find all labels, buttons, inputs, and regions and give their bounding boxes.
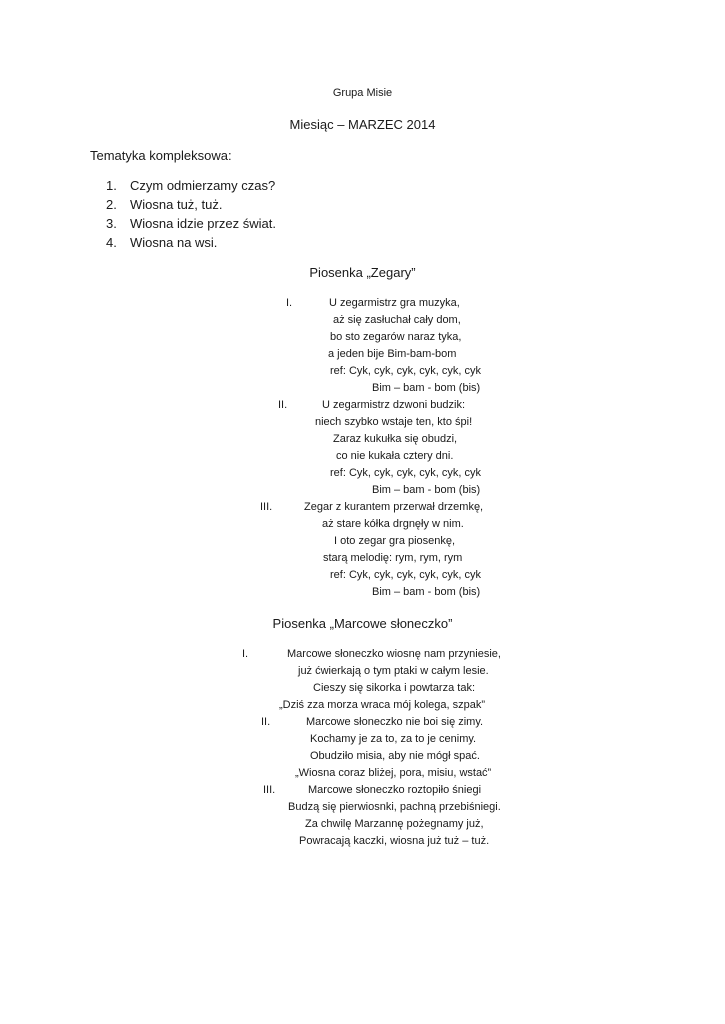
song-title-zegary: Piosenka „Zegary” bbox=[309, 265, 416, 280]
refrain-line: ref: Cyk, cyk, cyk, cyk, cyk, cyk bbox=[330, 365, 481, 377]
lyric-line: Marcowe słoneczko nie boi się zimy. bbox=[306, 716, 484, 728]
lyric-line: Zegar z kurantem przerwał drzemkę, bbox=[304, 501, 484, 513]
lyric-line: a jeden bije Bim-bam-bom bbox=[328, 348, 457, 360]
list-item bbox=[106, 195, 276, 214]
verse-numeral: II. bbox=[261, 716, 271, 728]
list-text: Wiosna na wsi. bbox=[130, 235, 218, 250]
lyric-line: niech szybko wstaje ten, kto śpi! bbox=[315, 416, 473, 428]
song-title-marcowe: Piosenka „Marcowe słoneczko” bbox=[272, 616, 453, 631]
lyric-line: Za chwilę Marzannę pożegnamy już, bbox=[305, 818, 484, 830]
verse-numeral: I. bbox=[286, 297, 293, 309]
lyric-line: bo sto zegarów naraz tyka, bbox=[330, 331, 462, 343]
lyric-line: Obudziło misia, aby nie mógł spać. bbox=[310, 750, 480, 762]
lyric-line: starą melodię: rym, rym, rym bbox=[323, 552, 463, 564]
lyric-line: Kochamy je za to, za to je cenimy. bbox=[310, 733, 477, 745]
lyric-line: aż się zasłuchał cały dom, bbox=[333, 314, 461, 326]
lyric-line: Zaraz kukułka się obudzi, bbox=[333, 433, 458, 445]
verse-numeral: III. bbox=[260, 501, 273, 513]
list-number: 3. bbox=[106, 216, 117, 231]
refrain-line: ref: Cyk, cyk, cyk, cyk, cyk, cyk bbox=[330, 467, 481, 479]
lyric-line: Marcowe słoneczko wiosnę nam przyniesie, bbox=[287, 648, 501, 660]
group-name: Grupa Misie bbox=[332, 87, 393, 99]
lyric-line: Cieszy się sikorka i powtarza tak: bbox=[313, 682, 475, 694]
list-number: 4. bbox=[106, 235, 117, 250]
refrain-line: Bim – bam - bom (bis) bbox=[372, 484, 481, 496]
refrain-line: Bim – bam - bom (bis) bbox=[372, 382, 481, 394]
lyric-line: „Wiosna coraz bliżej, pora, misiu, wstać” bbox=[295, 767, 492, 779]
lyric-line: co nie kukała cztery dni. bbox=[336, 450, 454, 462]
lyric-line: I oto zegar gra piosenkę, bbox=[334, 535, 456, 547]
lyric-line: Marcowe słoneczko roztopiło śniegi bbox=[308, 784, 482, 796]
lyric-line: już ćwierkają o tym ptaki w całym lesie. bbox=[298, 665, 489, 677]
lyric-line: U zegarmistrz gra muzyka, bbox=[329, 297, 460, 309]
list-item bbox=[106, 233, 276, 252]
month-title: Miesiąc – MARZEC 2014 bbox=[289, 117, 436, 132]
lyric-line: Budzą się pierwiosnki, pachną przebiśniegi. bbox=[288, 801, 501, 813]
list-text: Czym odmierzamy czas? bbox=[130, 178, 276, 193]
lyric-line: aż stare kółka drgnęły w nim. bbox=[322, 518, 464, 530]
verse-numeral: I. bbox=[242, 648, 249, 660]
themes-list bbox=[106, 176, 276, 252]
list-text: Wiosna idzie przez świat. bbox=[130, 216, 276, 231]
list-item bbox=[106, 176, 276, 195]
lyric-line: Powracają kaczki, wiosna już tuż – tuż. bbox=[299, 835, 490, 847]
lyric-line: U zegarmistrz dzwoni budzik: bbox=[322, 399, 466, 411]
themes-heading: Tematyka kompleksowa: bbox=[90, 148, 232, 163]
list-text: Wiosna tuż, tuż. bbox=[130, 197, 223, 212]
verse-numeral: III. bbox=[263, 784, 276, 796]
refrain-line: Bim – bam - bom (bis) bbox=[372, 586, 481, 598]
list-number: 1. bbox=[106, 178, 117, 193]
verse-numeral: II. bbox=[278, 399, 288, 411]
lyric-line: „Dziś zza morza wraca mój kolega, szpak” bbox=[279, 699, 486, 711]
refrain-line: ref: Cyk, cyk, cyk, cyk, cyk, cyk bbox=[330, 569, 481, 581]
list-number: 2. bbox=[106, 197, 117, 212]
list-item bbox=[106, 214, 276, 233]
